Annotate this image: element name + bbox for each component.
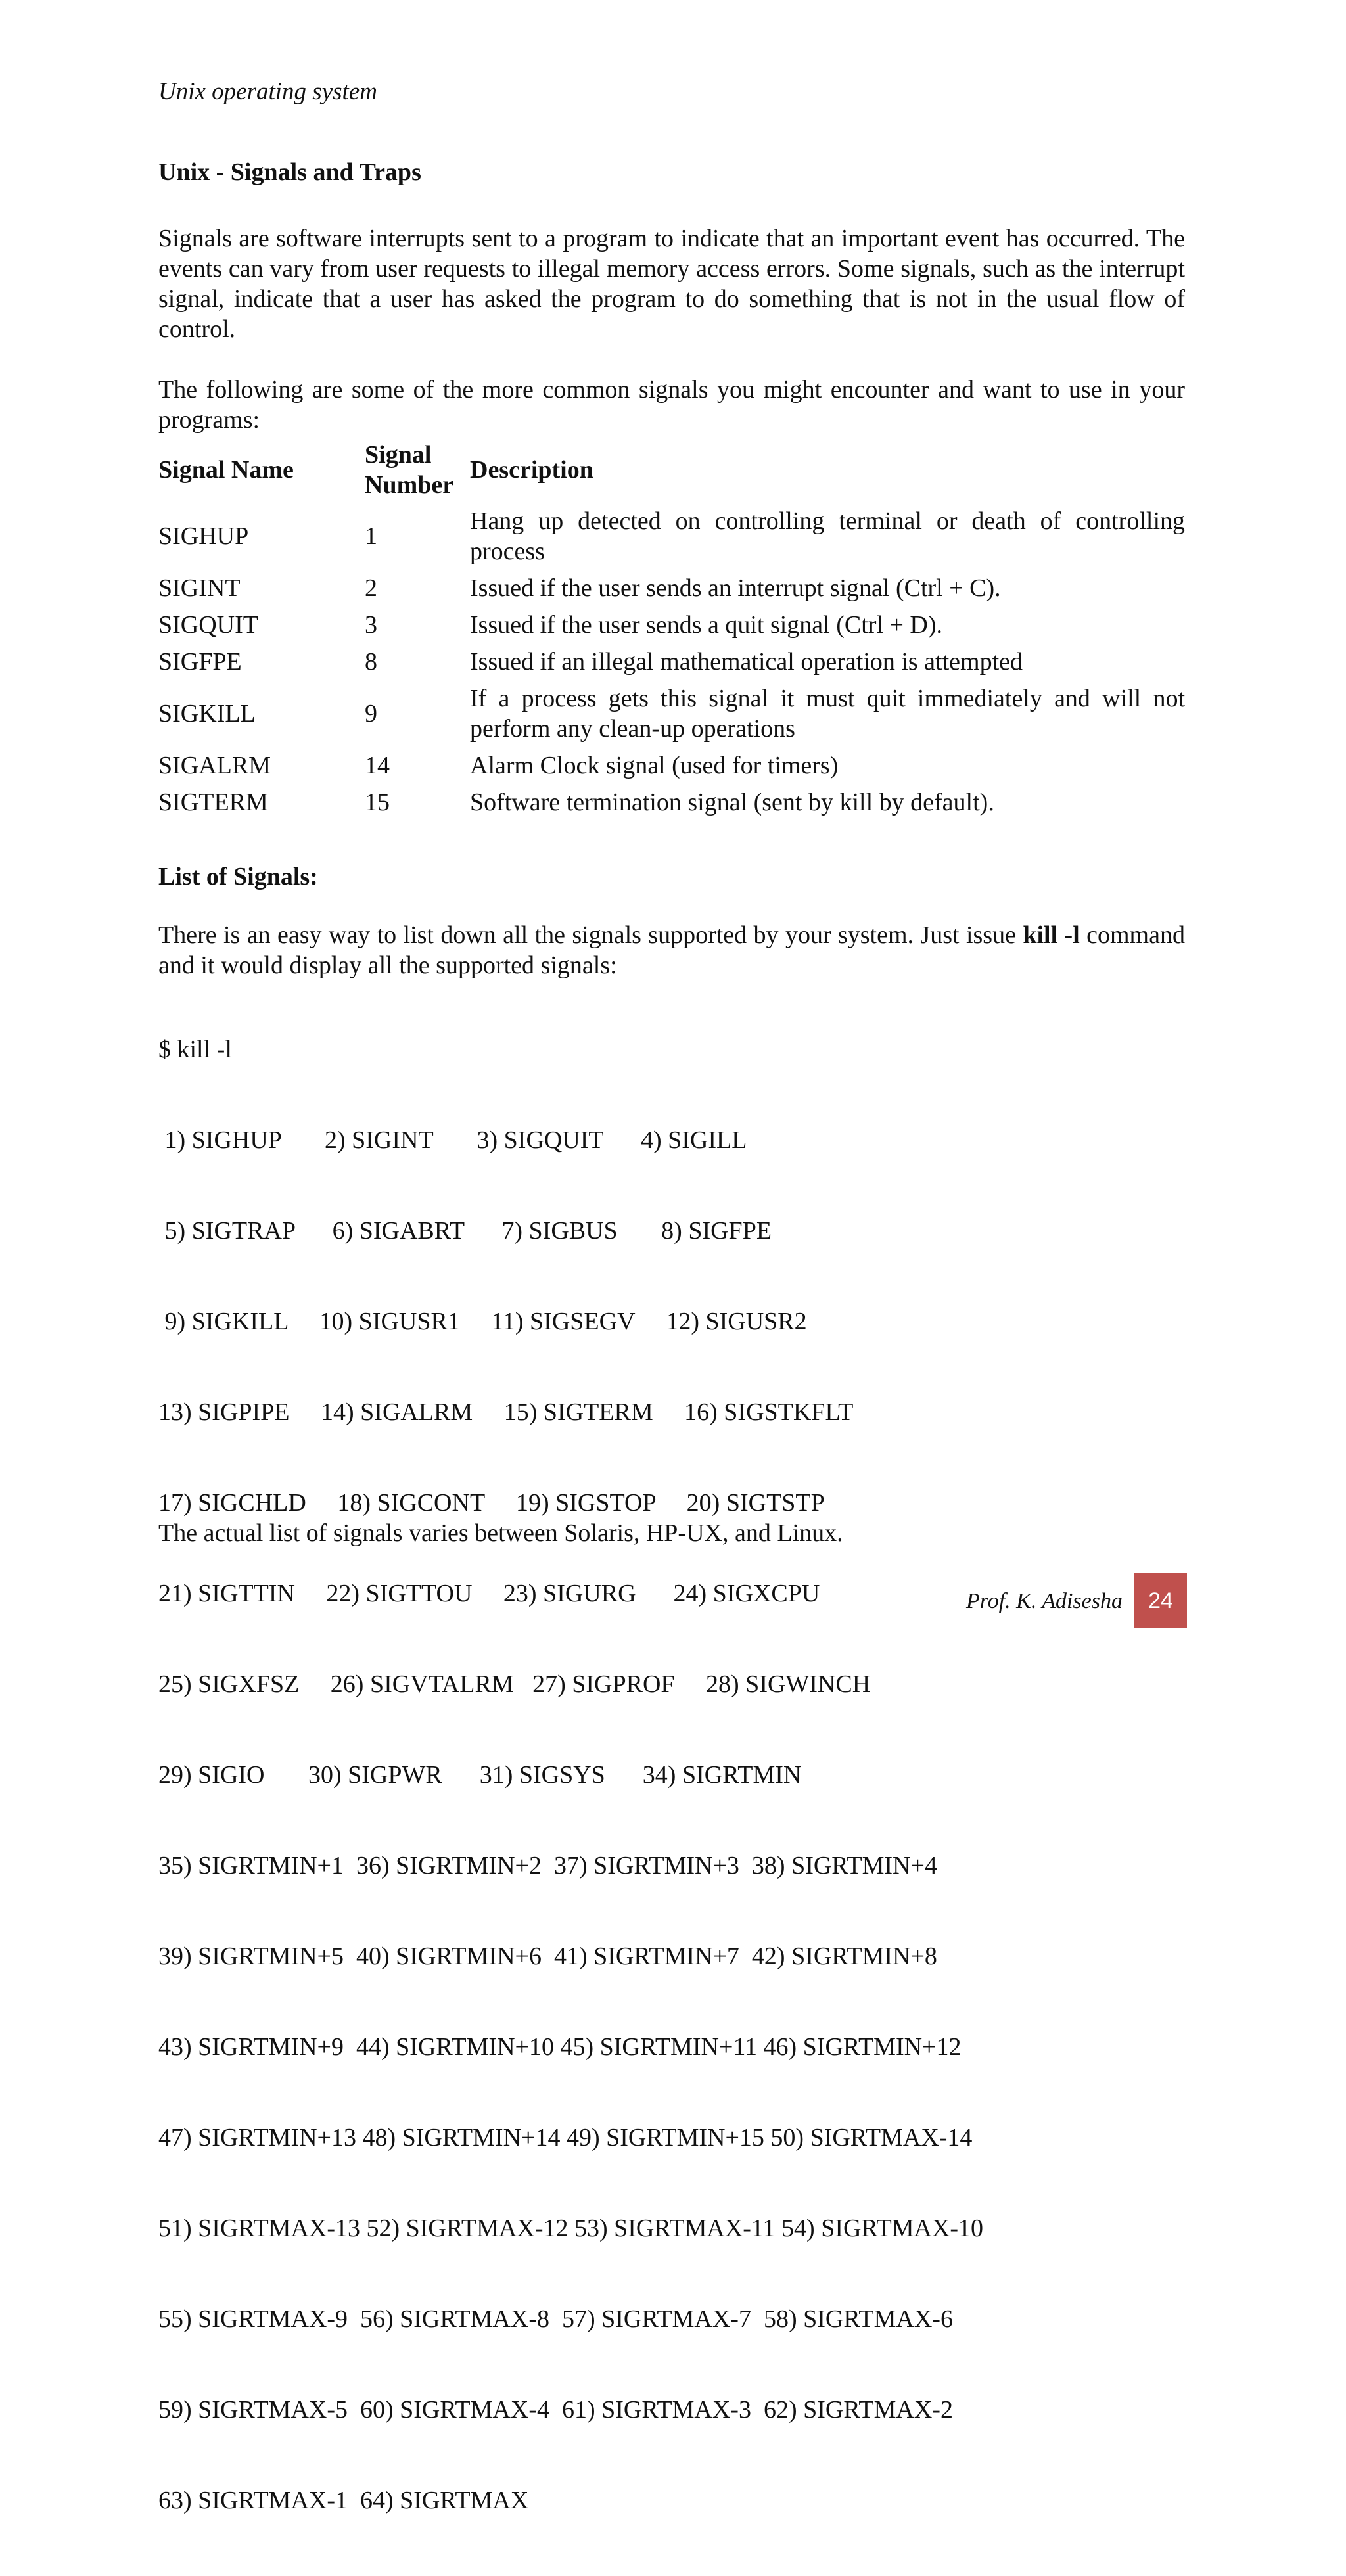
output-line: 5) SIGTRAP 6) SIGABRT 7) SIGBUS 8) SIGFPE bbox=[158, 1217, 772, 1245]
signal-description-cell: If a process gets this signal it must quit immediately and will not perform any clean-up operations bbox=[470, 685, 1185, 743]
signal-name-cell: SIGKILL bbox=[158, 700, 256, 727]
table-row bbox=[158, 680, 1185, 747]
table-row bbox=[158, 747, 1185, 784]
page-number-badge: 24 bbox=[1134, 1573, 1187, 1628]
closing-paragraph bbox=[158, 1518, 1185, 1548]
list-intro-text bbox=[158, 920, 1185, 980]
signal-number-cell: 14 bbox=[365, 752, 390, 779]
signal-number-cell: 8 bbox=[365, 648, 377, 676]
kill-command-inline: kill -l bbox=[1023, 921, 1080, 949]
header-description: Description bbox=[470, 456, 593, 484]
output-line: 17) SIGCHLD 18) SIGCONT 19) SIGSTOP 20) SIGTSTP bbox=[158, 1489, 825, 1517]
list-intro-before: There is an easy way to list down all the signals supported by your system. Just issue bbox=[158, 921, 1023, 949]
signal-name-cell: SIGALRM bbox=[158, 752, 271, 779]
signal-name-cell: SIGQUIT bbox=[158, 611, 258, 639]
signal-description-cell: Issued if the user sends an interrupt signal (Ctrl + C). bbox=[470, 574, 1001, 602]
signal-description-cell: Issued if an illegal mathematical operation is attempted bbox=[470, 648, 1023, 676]
output-line: 21) SIGTTIN 22) SIGTTOU 23) SIGURG 24) SIGXCPU bbox=[158, 1580, 820, 1607]
signal-description-cell: Software termination signal (sent by kill by default). bbox=[470, 789, 994, 816]
section-title-signals-traps: Unix - Signals and Traps bbox=[158, 158, 421, 186]
command-line: $ kill -l bbox=[158, 1036, 232, 1063]
signal-name-cell: SIGHUP bbox=[158, 522, 249, 550]
output-line: 35) SIGRTMIN+1 36) SIGRTMIN+2 37) SIGRTMIN+3 38) SIGRTMIN+4 bbox=[158, 1852, 937, 1879]
table-row bbox=[158, 784, 1185, 821]
header-signal-number-line2: Number bbox=[365, 471, 454, 499]
signal-name-cell: SIGINT bbox=[158, 574, 241, 602]
footer-author: Prof. K. Adisesha bbox=[965, 1589, 1123, 1613]
table-row bbox=[158, 607, 1185, 643]
output-line: 59) SIGRTMAX-5 60) SIGRTMAX-4 61) SIGRTMAX-3 62) SIGRTMAX-2 bbox=[158, 2396, 953, 2424]
output-line: 1) SIGHUP 2) SIGINT 3) SIGQUIT 4) SIGILL bbox=[158, 1126, 747, 1154]
table-row bbox=[158, 570, 1185, 607]
signal-name-cell: SIGFPE bbox=[158, 648, 242, 676]
list-intro-paragraph bbox=[158, 920, 1185, 980]
output-line: 39) SIGRTMIN+5 40) SIGRTMIN+6 41) SIGRTMIN+7 42) SIGRTMIN+8 bbox=[158, 1943, 937, 1970]
output-line: 13) SIGPIPE 14) SIGALRM 15) SIGTERM 16) SIGSTKFLT bbox=[158, 1398, 854, 1426]
list-intro-after: command and it would display all the supported signals: bbox=[158, 921, 1185, 979]
output-line: 63) SIGRTMAX-1 64) SIGRTMAX bbox=[158, 2487, 529, 2514]
output-line: 9) SIGKILL 10) SIGUSR1 11) SIGSEGV 12) SIGUSR2 bbox=[158, 1308, 807, 1335]
lead-in-paragraph bbox=[158, 375, 1185, 435]
signal-number-cell: 15 bbox=[365, 789, 390, 816]
output-line: 51) SIGRTMAX-13 52) SIGRTMAX-12 53) SIGRTMAX-11 54) SIGRTMAX-10 bbox=[158, 2215, 984, 2242]
signal-number-cell: 1 bbox=[365, 522, 377, 550]
table-row bbox=[158, 503, 1185, 570]
signal-name-cell: SIGTERM bbox=[158, 789, 268, 816]
output-line: 47) SIGRTMIN+13 48) SIGRTMIN+14 49) SIGRTMIN+15 50) SIGRTMAX-14 bbox=[158, 2124, 973, 2151]
output-line: 55) SIGRTMAX-9 56) SIGRTMAX-8 57) SIGRTMAX-7 58) SIGRTMAX-6 bbox=[158, 2305, 953, 2333]
header-signal-number-line1: Signal bbox=[365, 441, 432, 469]
signal-description-cell: Issued if the user sends a quit signal (Ctrl + D). bbox=[470, 611, 943, 639]
signal-number-cell: 9 bbox=[365, 700, 377, 727]
intro-text: Signals are software interrupts sent to a program to indicate that an important event has occurred. The events can vary from user requests to illegal memory access errors. Some signals, such as the interrupt signal, indicate that a user has asked the program to do something that is not in the usual flow of control. bbox=[158, 225, 1185, 343]
signal-number-cell: 2 bbox=[365, 574, 377, 602]
running-header: Unix operating system bbox=[158, 78, 377, 105]
table-row bbox=[158, 643, 1185, 680]
signal-description-cell: Hang up detected on controlling terminal or death of controlling process bbox=[470, 507, 1185, 565]
closing-text: The actual list of signals varies between Solaris, HP-UX, and Linux. bbox=[158, 1519, 843, 1547]
kill-output-block bbox=[158, 974, 983, 2576]
intro-paragraph bbox=[158, 223, 1185, 344]
output-line: 43) SIGRTMIN+9 44) SIGRTMIN+10 45) SIGRTMIN+11 46) SIGRTMIN+12 bbox=[158, 2033, 962, 2061]
output-line: 25) SIGXFSZ 26) SIGVTALRM 27) SIGPROF 28) SIGWINCH bbox=[158, 1670, 871, 1698]
output-line: 29) SIGIO 30) SIGPWR 31) SIGSYS 34) SIGRTMIN bbox=[158, 1761, 802, 1789]
document-page bbox=[158, 0, 1187, 2514]
signal-description-cell: Alarm Clock signal (used for timers) bbox=[470, 752, 839, 779]
header-signal-number bbox=[365, 440, 470, 500]
signal-table bbox=[158, 437, 1185, 821]
header-signal-name: Signal Name bbox=[158, 456, 294, 484]
section-title-list-of-signals: List of Signals: bbox=[158, 863, 318, 890]
signal-number-cell: 3 bbox=[365, 611, 377, 639]
lead-in-text: The following are some of the more common signals you might encounter and want to use in your programs: bbox=[158, 376, 1185, 434]
table-header-row bbox=[158, 437, 1185, 503]
